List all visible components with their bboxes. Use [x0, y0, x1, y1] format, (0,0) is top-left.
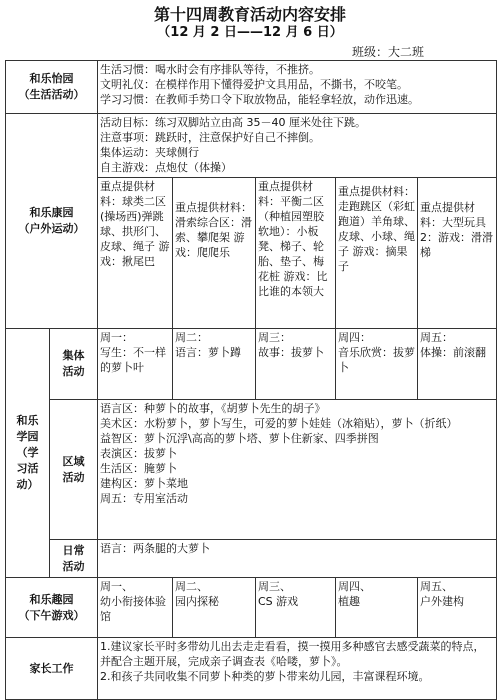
area-activity-row [6, 400, 497, 540]
area-construction: 建构区：萝卜菜地 [100, 477, 188, 490]
outdoor-free-game: 自主游戏：点炮仗（体操） [100, 161, 232, 174]
games-friday: 周五、 户外建构 [418, 578, 497, 638]
outdoor-goal: 活动目标：练习双脚站立由高 35－40 厘米处往下跳。 [100, 116, 366, 129]
life-etiquette: 文明礼仪：在模样作用下懂得爱护文具用品，不撕书，不咬笔。 [100, 78, 408, 91]
outdoor-goals [98, 114, 497, 178]
class-label: 班级：大二班 [352, 45, 425, 59]
life-row [6, 61, 497, 114]
outdoor-area-1: 重点提供材料：球类二区(操场西)弹跳球、拱形门、皮球、绳子 游戏：揪尾巴 [98, 178, 173, 329]
outdoor-area-2: 重点提供材料：滑索综合区：滑索、攀爬架 游戏：爬爬乐 [173, 178, 256, 329]
collective-friday: 周五： 体操：前滚翻 [418, 329, 497, 400]
games-tuesday: 周二、 园内探秘 [173, 578, 256, 638]
collective-label: 集体 活动 [50, 329, 98, 400]
family-item-1: 1.建议家长平时多带幼儿出去走走看看，摸一摸用多种感官去感受蔬菜的特点，并配合主题开展，完成亲子调查表《哈喽，萝卜》。 [100, 640, 485, 668]
outdoor-area-4: 重点提供材料：走跑跳区（彩虹跑道）羊角球、皮球、小球、绳子 游戏：摘果子 [336, 178, 418, 329]
area-activity-content [98, 400, 497, 540]
family-item-2: 2.和孩子共同收集不同萝卜种类的萝卜带来幼儿园，丰富课程环境。 [100, 670, 430, 683]
area-activity-label: 区域 活动 [50, 400, 98, 540]
outdoor-area-5: 重点提供材料：大型玩具 2：游戏：滑滑梯 [418, 178, 497, 329]
collective-wednesday: 周三： 故事：拔萝卜 [256, 329, 336, 400]
collective-monday: 周一： 写生：不一样的萝卜叶 [98, 329, 173, 400]
collective-row [6, 329, 497, 400]
games-monday: 周一、 幼小衔接体验馆 [98, 578, 173, 638]
daily-activity-label: 日常 活动 [50, 540, 98, 578]
daily-activity-row [6, 540, 497, 578]
games-row [6, 578, 497, 638]
area-life: 生活区：腌萝卜 [100, 462, 177, 475]
games-wednesday: 周三、 CS 游戏 [256, 578, 336, 638]
area-language: 语言区：种萝卜的故事，《胡萝卜先生的胡子》 [100, 402, 326, 415]
outdoor-goals-row [6, 114, 497, 178]
page-title: 第十四周教育活动内容安排 [153, 5, 346, 24]
life-content [98, 61, 497, 114]
area-puzzle: 益智区：萝卜沉浮\高高的萝卜塔、萝卜住新家、四季拼图 [100, 432, 379, 445]
collective-tuesday: 周二： 语言：萝卜蹲 [173, 329, 256, 400]
games-thursday: 周四、 植趣 [336, 578, 418, 638]
family-content [98, 638, 497, 700]
games-section-label: 和乐趣园 （下午游戏） [6, 578, 98, 638]
life-habit: 生活习惯：喝水时会有序排队等待，不推挤。 [100, 63, 320, 76]
family-row [6, 638, 497, 700]
date-range: （12 月 2 日——12 月 6 日） [157, 25, 343, 40]
area-art: 美术区：水粉萝卜，萝卜写生，可爱的萝卜娃娃（冰箱贴），萝卜（折纸） [100, 417, 458, 430]
life-section-label: 和乐怡园 （生活活动） [6, 61, 98, 114]
outdoor-section-label: 和乐康园 （户外运动） [6, 114, 98, 329]
study-section-label: 和乐 学园 （学 习活 动） [6, 329, 50, 578]
area-friday: 周五：专用室活动 [100, 492, 188, 505]
family-section-label: 家长工作 [6, 638, 98, 700]
collective-thursday: 周四： 音乐欣赏：拔萝卜 [336, 329, 418, 400]
daily-activity-content: 语言：两条腿的大萝卜 [98, 540, 497, 578]
schedule-table [5, 60, 497, 700]
area-performance: 表演区：拔萝卜 [100, 447, 177, 460]
outdoor-area-3: 重点提供材料：平衡二区（种植园塑胶软地）：小板凳、梯子、轮胎、垫子、梅花桩 游戏：比比谁的本领大 [256, 178, 336, 329]
outdoor-collective: 集体运动：夹球侧行 [100, 146, 199, 159]
outdoor-notice: 注意事项：跳跃时，注意保护好自己不摔倒。 [100, 131, 320, 144]
life-study-habit: 学习习惯：在教师手势口令下取放物品，能轻拿轻放，动作迅速。 [100, 93, 419, 106]
